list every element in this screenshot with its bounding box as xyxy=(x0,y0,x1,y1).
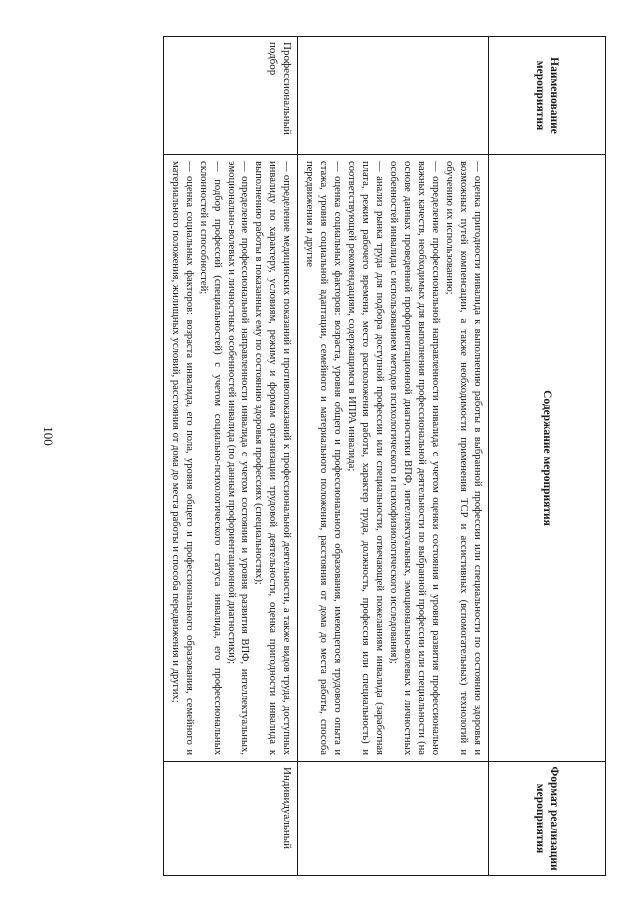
table-header-row xyxy=(489,37,606,876)
row-1-content xyxy=(298,155,489,762)
table-row xyxy=(298,37,489,876)
row-2-name: Профессиональный подбор xyxy=(163,37,298,155)
row-1-name xyxy=(298,37,489,155)
list-item: — анализ рынка труда для подбора доступной профессии или специальности, отвечающей пожеланиям инвалида (заработная плата, режим рабочего времени, место расположения работы, характер труда, должность, профессия или специальность) и соответствующей рекомендациям, содержащимся в ИПРА инвалида; xyxy=(346,161,386,755)
header-content: Содержание мероприятия xyxy=(489,155,606,762)
row-2-content xyxy=(163,155,298,762)
measures-table xyxy=(163,36,606,876)
list-item: — определение профессиональной направленности инвалида с учетом состояния и уровня развития ВПФ, интеллектуальных, эмоционально-волевых и личностных особенностей инвалида (по данным профориентационной диагностики); xyxy=(225,161,251,755)
list-item: — определение профессиональной направленности инвалида с учетом оценки состояния и уровня развития профессионально важных качеств, необходимых для выполнения профессиональной деятельности по выбранной профессии или специальности (на основе данных проведенной профориентационной диагностики ВПФ, интеллектуальных, эмоционально-волевых и личностных особенностей инвалида с использованием методов психологического и психофизиологического исследования); xyxy=(388,161,442,755)
row-1-format xyxy=(298,762,489,876)
list-item: — подбор профессий (специальностей) с учетом социально-психологического статуса инвалида, его профессиональных склонностей и способностей; xyxy=(197,161,223,755)
rotated-table-wrapper xyxy=(67,36,606,876)
list-item: — оценка социальных факторов: возраста инвалида, его пола, уровня общего и профессионального образования, семейного и материального положения, жилищных условий, расстояния от дома до места работы и способа передвижения и других; xyxy=(169,161,195,755)
header-name: Наименование мероприятия xyxy=(489,37,606,155)
table-row xyxy=(163,37,298,876)
list-item: — оценка пригодности инвалида к выполнению работы в выбранной профессии или специальности по состоянию здоровья и возможных путей компенсации, а также необходимости применения ТСР и ассистивных (вспомогательных) технологий и обучению их использованию; xyxy=(444,161,483,755)
page-number: 100 xyxy=(41,426,56,446)
row-2-format: Индивидуальный xyxy=(163,762,298,876)
list-item: — определение медицинских показаний и противопоказаний к профессиональной деятельности, а также видов труда, доступных инвалиду по характеру, условиям, режиму и формам организации трудовой деятельности, оценка пригодности инвалида к выполнению работы в показанных ему по состоянию здоровья профессиях (специальностях); xyxy=(253,161,293,755)
list-item: — оценка социальных факторов: возраста, уровня общего и профессионального образования, имеющегося трудового опыта и стажа, уровня социальной адаптации, семейного и материального положения, расстояния от дома до места работы, способа передвижения и другие xyxy=(304,161,344,755)
header-format: Формат реализации мероприятия xyxy=(489,762,606,876)
